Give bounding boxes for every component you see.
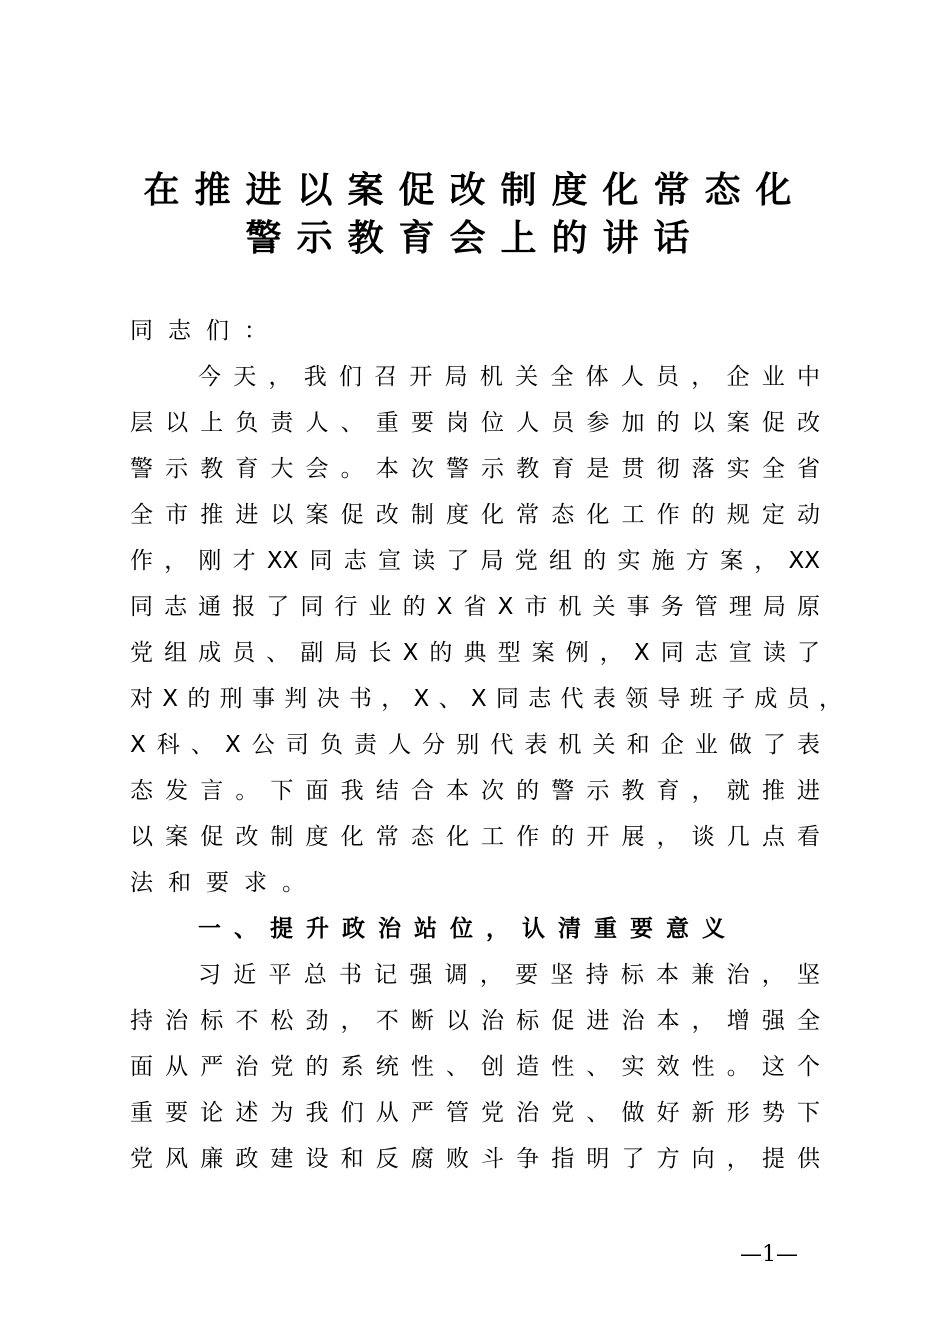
paragraph-line: 作，刚才XX同志宣读了局党组的实施方案，XX — [130, 548, 820, 574]
paragraph-line: 持治标不松劲，不断以治标促进治本，增强全 — [130, 1008, 820, 1034]
paragraph-line: 今天，我们召开局机关全体人员，企业中 — [198, 364, 820, 390]
paragraph-line: 层以上负责人、重要岗位人员参加的以案促改 — [130, 410, 820, 436]
paragraph-line: 警示教育大会。本次警示教育是贯彻落实全省 — [130, 456, 820, 482]
document-title-line-2: 警示教育会上的讲话 — [245, 217, 705, 259]
section-heading: 一、提升政治站位，认清重要意义 — [198, 916, 738, 942]
paragraph-line: 重要论述为我们从严管党治党、做好新形势下 — [130, 1100, 820, 1126]
document-title-line-1: 在推进以案促改制度化常态化 — [143, 169, 807, 211]
paragraph-line: 党组成员、副局长X的典型案例，X同志宣读了 — [130, 640, 820, 666]
page-number: —1— — [740, 1242, 798, 1267]
paragraph-line: 法和要求。 — [130, 870, 320, 896]
paragraph-line: 全市推进以案促改制度化常态化工作的规定动 — [130, 502, 820, 528]
paragraph-line: X科、X公司负责人分别代表机关和企业做了表 — [130, 732, 820, 758]
paragraph-line: 对X的刑事判决书，X、X同志代表领导班子成员， — [130, 686, 842, 712]
paragraph-line: 面从严治党的系统性、创造性、实效性。这个 — [130, 1054, 820, 1080]
paragraph-line: 以案促改制度化常态化工作的开展，谈几点看 — [130, 824, 820, 850]
paragraph-line: 同志通报了同行业的X省X市机关事务管理局原 — [130, 594, 820, 620]
salutation: 同志们： — [130, 318, 282, 344]
paragraph-line: 态发言。下面我结合本次的警示教育，就推进 — [130, 778, 820, 804]
paragraph-line: 习近平总书记强调，要坚持标本兼治，坚 — [198, 962, 820, 988]
paragraph-line: 党风廉政建设和反腐败斗争指明了方向，提供 — [130, 1146, 820, 1172]
